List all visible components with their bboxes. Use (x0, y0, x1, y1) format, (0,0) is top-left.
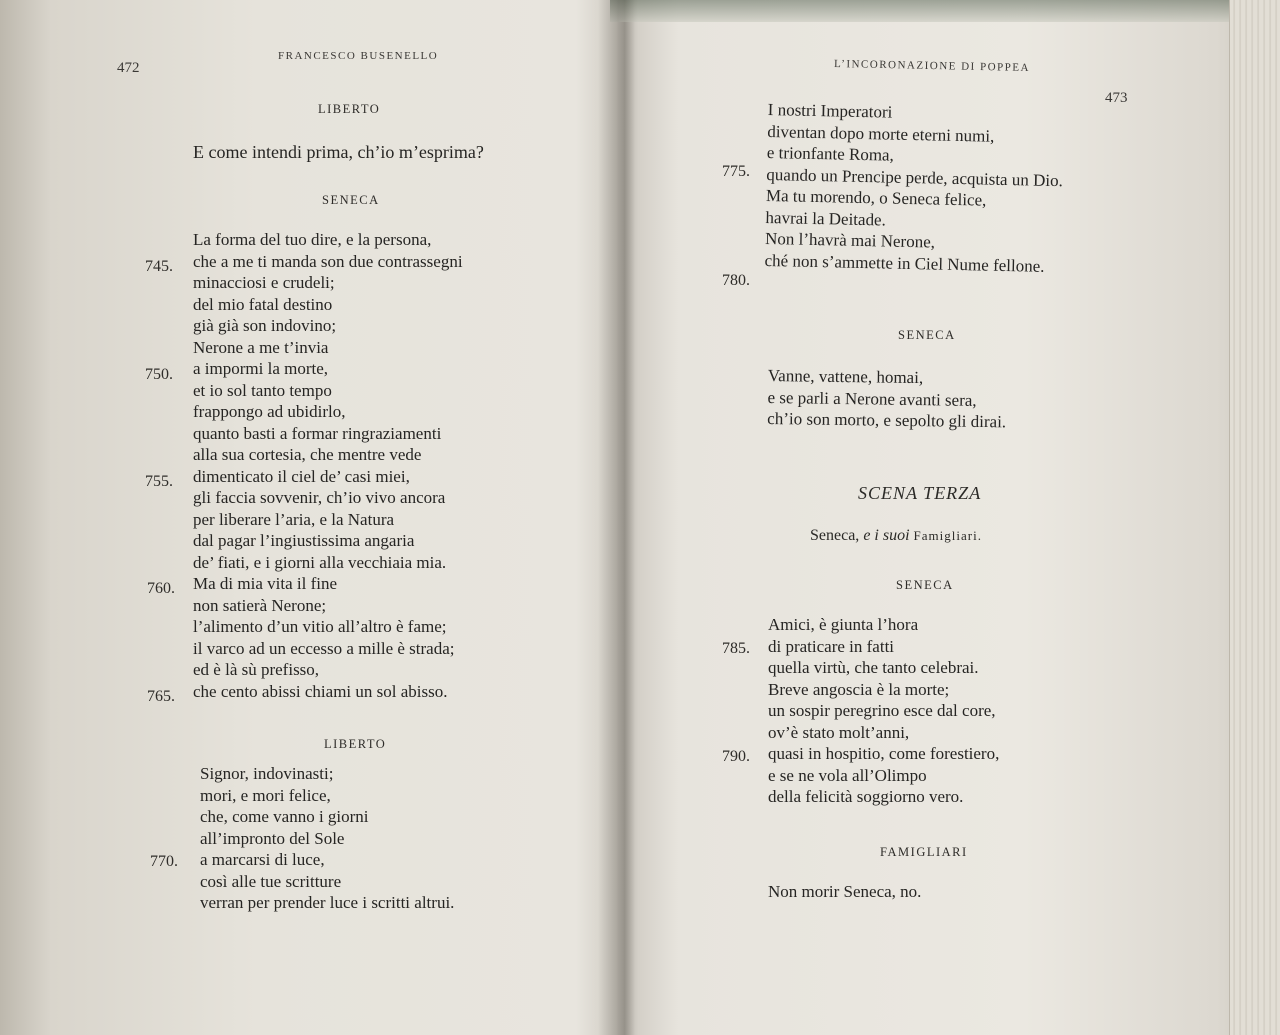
verse-line: frappongo ad ubidirlo, (193, 402, 346, 421)
page-number: 472 (117, 60, 140, 76)
line-number: 765. (147, 688, 175, 705)
cast-name: Seneca, (810, 527, 860, 544)
verse-line: e se parli a Nerone avanti sera, (767, 387, 977, 410)
verse-block (200, 763, 454, 914)
verse-line: verran per prender luce i scritti altrui. (200, 893, 455, 912)
verse-line: diventan dopo morte eterni numi, (767, 121, 995, 146)
verse-line: et io sol tanto tempo (193, 380, 332, 400)
speaker-label: LIBERTO (324, 737, 387, 751)
verse-line: Non l’havrà mai Nerone, (764, 228, 936, 252)
verse-line: ov’è stato molt’anni, (768, 722, 910, 742)
verse-line: della felicità soggiorno vero. (768, 787, 964, 806)
verse-line: alla sua cortesia, che mentre vede (193, 445, 422, 464)
verse-line: ed è là sù prefisso, (193, 660, 320, 679)
verse-line: mori, e mori felice, (200, 785, 331, 805)
verse-line: l’alimento d’un vitio all’altro è fame; (193, 617, 447, 636)
verse-line: havrai la Deitade. (765, 207, 887, 229)
verse-line: Amici, è giunta l’hora (768, 615, 919, 634)
verse-line: così alle tue scritture (200, 871, 342, 891)
line-number: 745. (145, 258, 173, 275)
verse-block (193, 229, 463, 702)
line-number: 755. (145, 473, 173, 490)
verse-block (764, 99, 1064, 277)
verse-line: dimenticato il ciel de’ casi miei, (193, 466, 410, 486)
verse-line: gli faccia sovvenir, ch’io vivo ancora (193, 488, 446, 507)
verse-line: ch’io son morto, e sepolto gli dirai. (767, 408, 1007, 432)
verse-line: un sospir peregrino esce dal core, (768, 701, 996, 720)
verse-line: Vanne, vattene, homai, (767, 365, 924, 388)
speaker-label: SENECA (896, 578, 954, 592)
page-number: 473 (1105, 90, 1128, 106)
line-number: 780. (722, 272, 750, 289)
verse-block (768, 614, 999, 808)
line-number: 775. (722, 163, 750, 180)
verse-line: La forma del tuo dire, e la persona, (193, 230, 432, 249)
speaker-label: SENECA (322, 193, 380, 207)
right-page (622, 0, 1232, 1035)
page-edges (1229, 0, 1280, 1035)
line-number: 760. (147, 580, 175, 597)
verse-line: Nerone a me t’invia (193, 337, 329, 357)
speaker-label: LIBERTO (318, 102, 381, 116)
speaker-label: FAMIGLIARI (880, 845, 968, 859)
verse-line: non satierà Nerone; (193, 595, 327, 615)
verse-line: il varco ad un eccesso a mille è strada; (193, 638, 455, 658)
verse-line: Ma tu morendo, o Seneca felice, (765, 185, 987, 210)
line-number: 785. (722, 640, 750, 657)
verse-line: minacciosi e crudeli; (193, 273, 335, 292)
verse-line: e se ne vola all’Olimpo (768, 765, 927, 785)
verse-line: quella virtù, che tanto celebrai. (768, 658, 979, 677)
verse-line: quasi in hospitio, come forestiero, (768, 744, 1000, 763)
verse-line: de’ fiati, e i giorni alla vecchiaia mia. (193, 552, 447, 572)
verse-line: che cento abissi chiami un sol abisso. (193, 681, 448, 701)
verse-line: Ma di mia vita il fine (193, 574, 337, 593)
verse-line: che a me ti manda son due contrassegni (193, 251, 463, 271)
verse-line: per liberare l’aria, e la Natura (193, 509, 395, 529)
line-number: 790. (722, 748, 750, 765)
verse-block (767, 365, 1007, 433)
verse-line: Non morir Seneca, no. (768, 882, 922, 901)
verse-line: ché non s’ammette in Ciel Nume fellone. (764, 250, 1045, 276)
verse-line: quando un Prencipe perde, acquista un Dio. (766, 164, 1064, 190)
verse-line: Breve angoscia è la morte; (768, 679, 950, 699)
cast-name: Famigliari. (913, 528, 982, 543)
verse-line: di praticare in fatti (768, 636, 895, 656)
speaker-label: SENECA (898, 328, 956, 342)
verse-line: dal pagar l’ingiustissima angaria (193, 531, 415, 550)
running-head: FRANCESCO BUSENELLO (278, 50, 439, 62)
verse-line: già già son indovino; (193, 316, 337, 335)
running-head: L’INCORONAZIONE DI POPPEA (833, 57, 1031, 75)
verse-line: I nostri Imperatori (767, 99, 893, 122)
verse-line: quanto basti a formar ringraziamenti (193, 423, 442, 443)
line-number: 750. (145, 366, 173, 383)
scene-title: SCENA TERZA (858, 483, 982, 503)
left-page (0, 0, 620, 1035)
verse-line: del mio fatal destino (193, 294, 333, 314)
verse-line: che, come vanno i giorni (200, 807, 369, 826)
line-number: 770. (150, 853, 178, 870)
verse-line: e trionfante Roma, (766, 142, 895, 165)
verse-line: Signor, indovinasti; (200, 764, 334, 783)
verse-line: E come intendi prima, ch’io m’esprima? (193, 142, 484, 162)
verse-line: all’impronto del Sole (200, 828, 345, 848)
verse-line: a marcarsi di luce, (200, 850, 325, 869)
cast-conjunction: e i suoi (863, 527, 910, 544)
verse-line: a impormi la morte, (193, 359, 329, 378)
scene-cast (810, 527, 982, 545)
